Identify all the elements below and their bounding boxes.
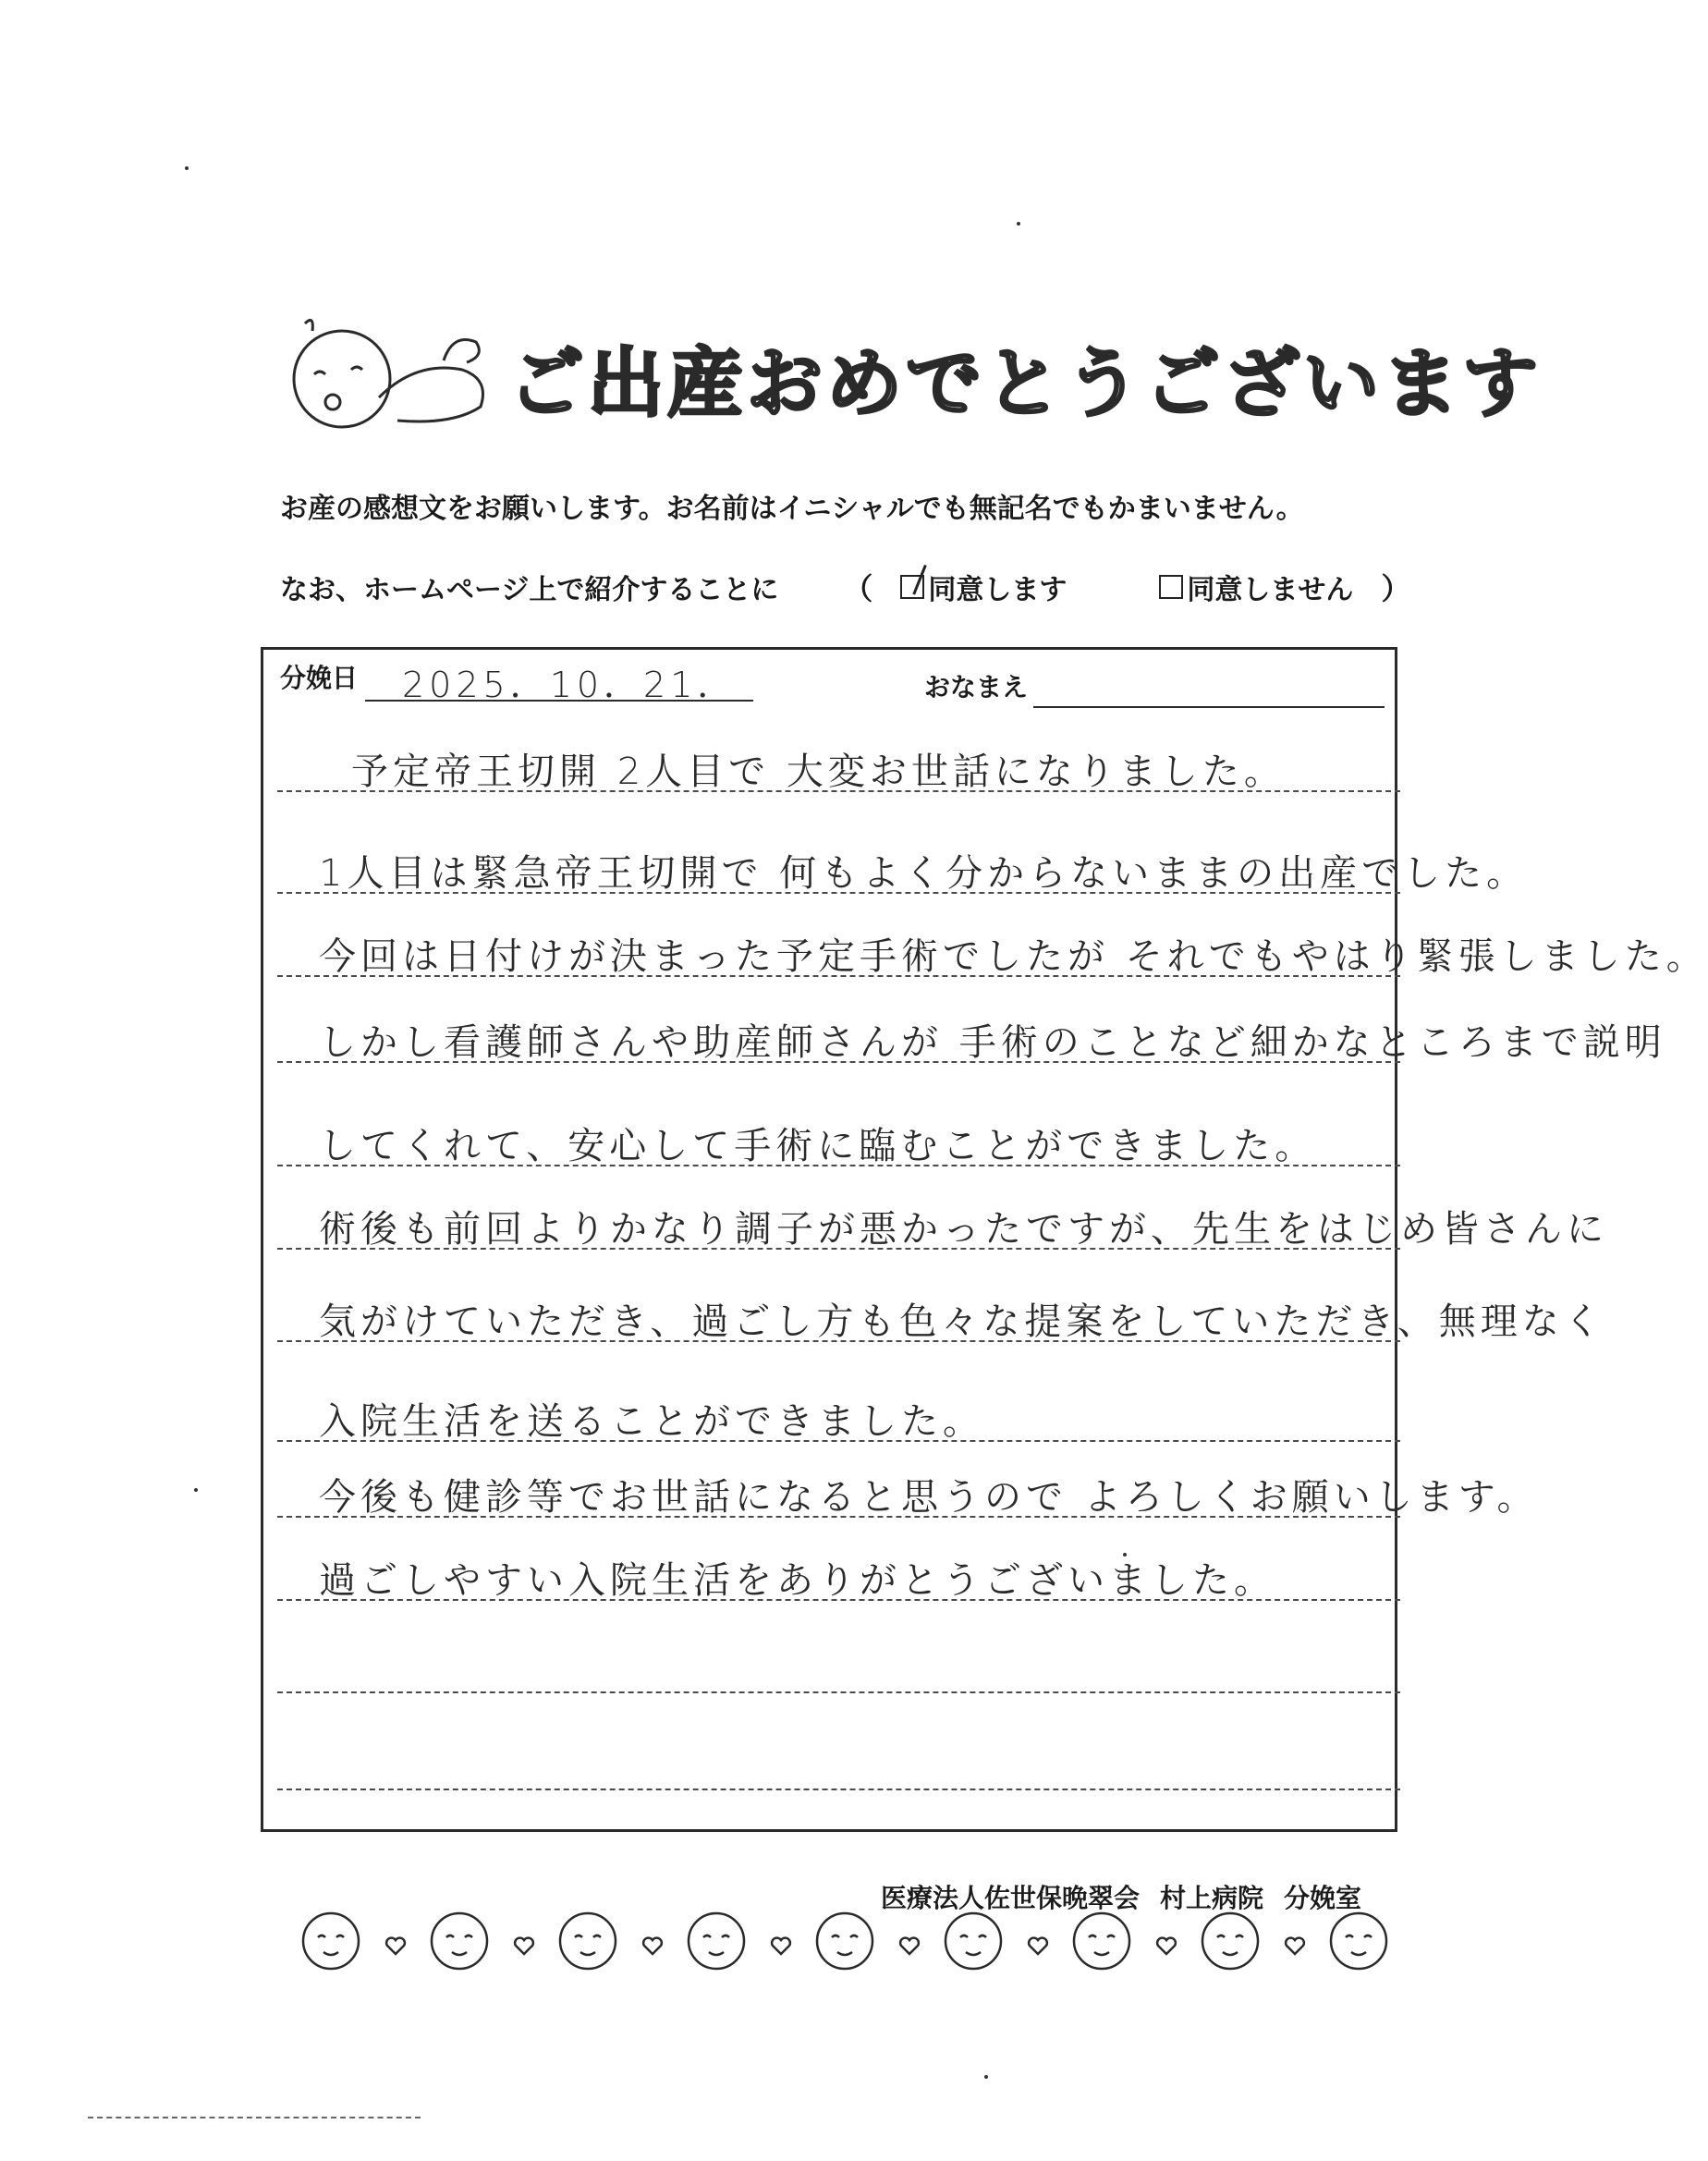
handwritten-line: してくれて、安心して手術に臨むことができました。 (319, 1125, 1317, 1167)
consent-agree-label: 同意します (928, 574, 1068, 606)
handwritten-line: 入院生活を送ることができました。 (319, 1400, 984, 1443)
baby-illustration (277, 305, 518, 453)
consent-disagree-option[interactable] (1159, 567, 1353, 607)
baby-face-icon (1074, 1913, 1129, 1969)
instruction-text: お産の感想文をお願いします。お名前はイニシャルでも無記名でもかまいません。 (280, 493, 1304, 525)
baby-face-icon (689, 1913, 744, 1969)
delivery-date-value: 2025．10．21． (402, 665, 738, 705)
baby-face-icon (946, 1913, 1001, 1969)
baby-face-icon (560, 1913, 616, 1969)
handwritten-line: 今回は日付けが決まった予定手術でしたが それでもやはり緊張しました。 (319, 935, 1708, 978)
baby-face-icon (817, 1913, 872, 1969)
paren-open: （ (843, 571, 873, 606)
baby-face-icon (432, 1913, 487, 1969)
consent-disagree-label: 同意しません (1187, 574, 1354, 606)
baby-face-icon (1202, 1913, 1258, 1969)
consent-agree-option[interactable] (900, 567, 1067, 607)
page-title: ご出産おめでとうございます (508, 340, 1543, 428)
handwritten-line: 気がけていただき、過ごし方も色々な提案をしていただき、無理なく (319, 1300, 1605, 1343)
consent-row (280, 566, 1410, 608)
name-field[interactable] (1033, 658, 1385, 708)
handwritten-line: 予定帝王切開 2人目で 大変お世話になりました。 (351, 751, 1286, 793)
handwritten-line: 今後も健診等でお世話になると思うので よろしくお願いします。 (319, 1476, 1539, 1519)
heart-icon (1286, 1938, 1304, 1954)
paren-close: ） (1381, 571, 1411, 606)
heart-icon (1029, 1938, 1047, 1954)
scan-edge-mark (88, 2117, 421, 2118)
name-label: おなまえ (924, 672, 1029, 702)
heart-icon (515, 1938, 533, 1954)
ruled-line (277, 1789, 1400, 1790)
consent-prompt: なお、ホームページ上で紹介することに (280, 574, 779, 606)
handwritten-line: 1人目は緊急帝王切開で 何もよく分からないままの出産でした。 (319, 852, 1529, 895)
heart-icon (900, 1938, 919, 1954)
heart-icon (643, 1938, 662, 1954)
heart-icon (772, 1938, 790, 1954)
checkbox-empty-icon[interactable] (1159, 575, 1183, 599)
ruled-line (277, 1691, 1400, 1693)
heart-icon (386, 1938, 405, 1954)
org-name: 医療法人佐世保晩翠会 (880, 1883, 1140, 1913)
title-banner (277, 287, 1543, 462)
baby-face-icon (303, 1913, 359, 1969)
baby-face-icon (1331, 1913, 1386, 1969)
baby-face-border (294, 1902, 1389, 1976)
delivery-date-label: 分娩日 (280, 663, 359, 693)
delivery-date-field[interactable] (365, 649, 753, 705)
dept-name: 分娩室 (1283, 1883, 1361, 1913)
hospital-name: 村上病院 (1159, 1883, 1263, 1913)
handwritten-line: 過ごしやすい入院生活をありがとうございました。 (319, 1559, 1275, 1602)
handwritten-line: 術後も前回よりかなり調子が悪かったですが、先生をはじめ皆さんに (319, 1208, 1608, 1251)
handwritten-line: しかし看護師さんや助産師さんが 手術のことなど細かなところまで説明 (319, 1021, 1666, 1064)
checkbox-checked-icon[interactable] (900, 575, 924, 599)
heart-icon (1157, 1938, 1176, 1954)
